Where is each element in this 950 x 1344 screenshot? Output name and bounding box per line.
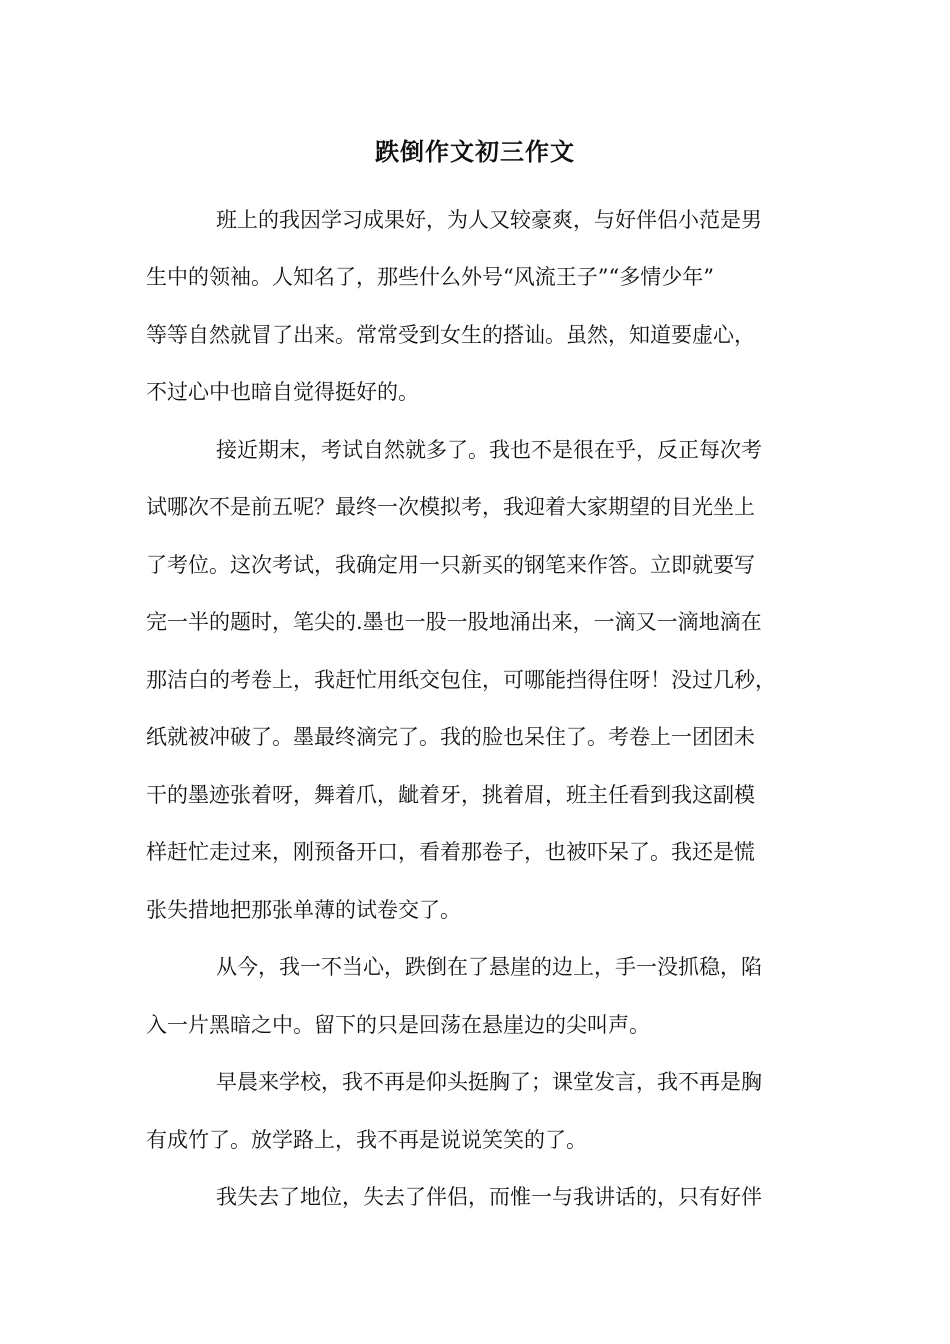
paragraph-1-line-2: 生中的领袖。人知名了，那些什么外号“风流王子”“多情少年”	[146, 265, 714, 289]
paragraph-1-line-4: 不过心中也暗自觉得挺好的。	[146, 380, 419, 404]
paragraph-2-line-7: 干的墨迹张着呀，舞着爪，龇着牙，挑着眉，班主任看到我这副模	[146, 783, 755, 807]
paragraph-1-line-3: 等等自然就冒了出来。常常受到女生的搭讪。虽然，知道要虚心，	[146, 323, 755, 347]
paragraph-2-line-3: 了考位。这次考试，我确定用一只新买的钢笔来作答。立即就要写	[146, 553, 755, 577]
paragraph-2-line-1: 接近期末，考试自然就多了。我也不是很在乎，反正每次考	[216, 438, 762, 462]
paragraph-3-line-2: 入一片黑暗之中。留下的只是回荡在悬崖边的尖叫声。	[146, 1013, 650, 1037]
paragraph-2-line-4: 完一半的题时，笔尖的.墨也一股一股地涌出来，一滴又一滴地滴在	[146, 610, 762, 634]
paragraph-5-line-1: 我失去了地位，失去了伴侣，而惟一与我讲话的，只有好伴	[216, 1185, 762, 1209]
paragraph-2-line-8: 样赶忙走过来，刚预备开口，看着那卷子，也被吓呆了。我还是慌	[146, 840, 755, 864]
paragraph-2-line-5: 那洁白的考卷上，我赶忙用纸交包住，可哪能挡得住呀！没过几秒，	[146, 668, 776, 692]
paragraph-2-line-2: 试哪次不是前五呢？最终一次模拟考，我迎着大家期望的目光坐上	[146, 495, 755, 519]
paragraph-1-line-1: 班上的我因学习成果好，为人又较豪爽，与好伴侣小范是男	[216, 208, 762, 232]
paragraph-4-line-2: 有成竹了。放学路上，我不再是说说笑笑的了。	[146, 1128, 587, 1152]
paragraph-2-line-6: 纸就被冲破了。墨最终滴完了。我的脸也呆住了。考卷上一团团未	[146, 725, 755, 749]
paragraph-4-line-1: 早晨来学校，我不再是仰头挺胸了；课堂发言，我不再是胸	[216, 1070, 762, 1094]
document-title: 跌倒作文初三作文	[375, 137, 575, 166]
paragraph-3-line-1: 从今，我一不当心，跌倒在了悬崖的边上，手一没抓稳，陷	[216, 955, 762, 979]
paragraph-2-line-9: 张失措地把那张单薄的试卷交了。	[146, 898, 461, 922]
